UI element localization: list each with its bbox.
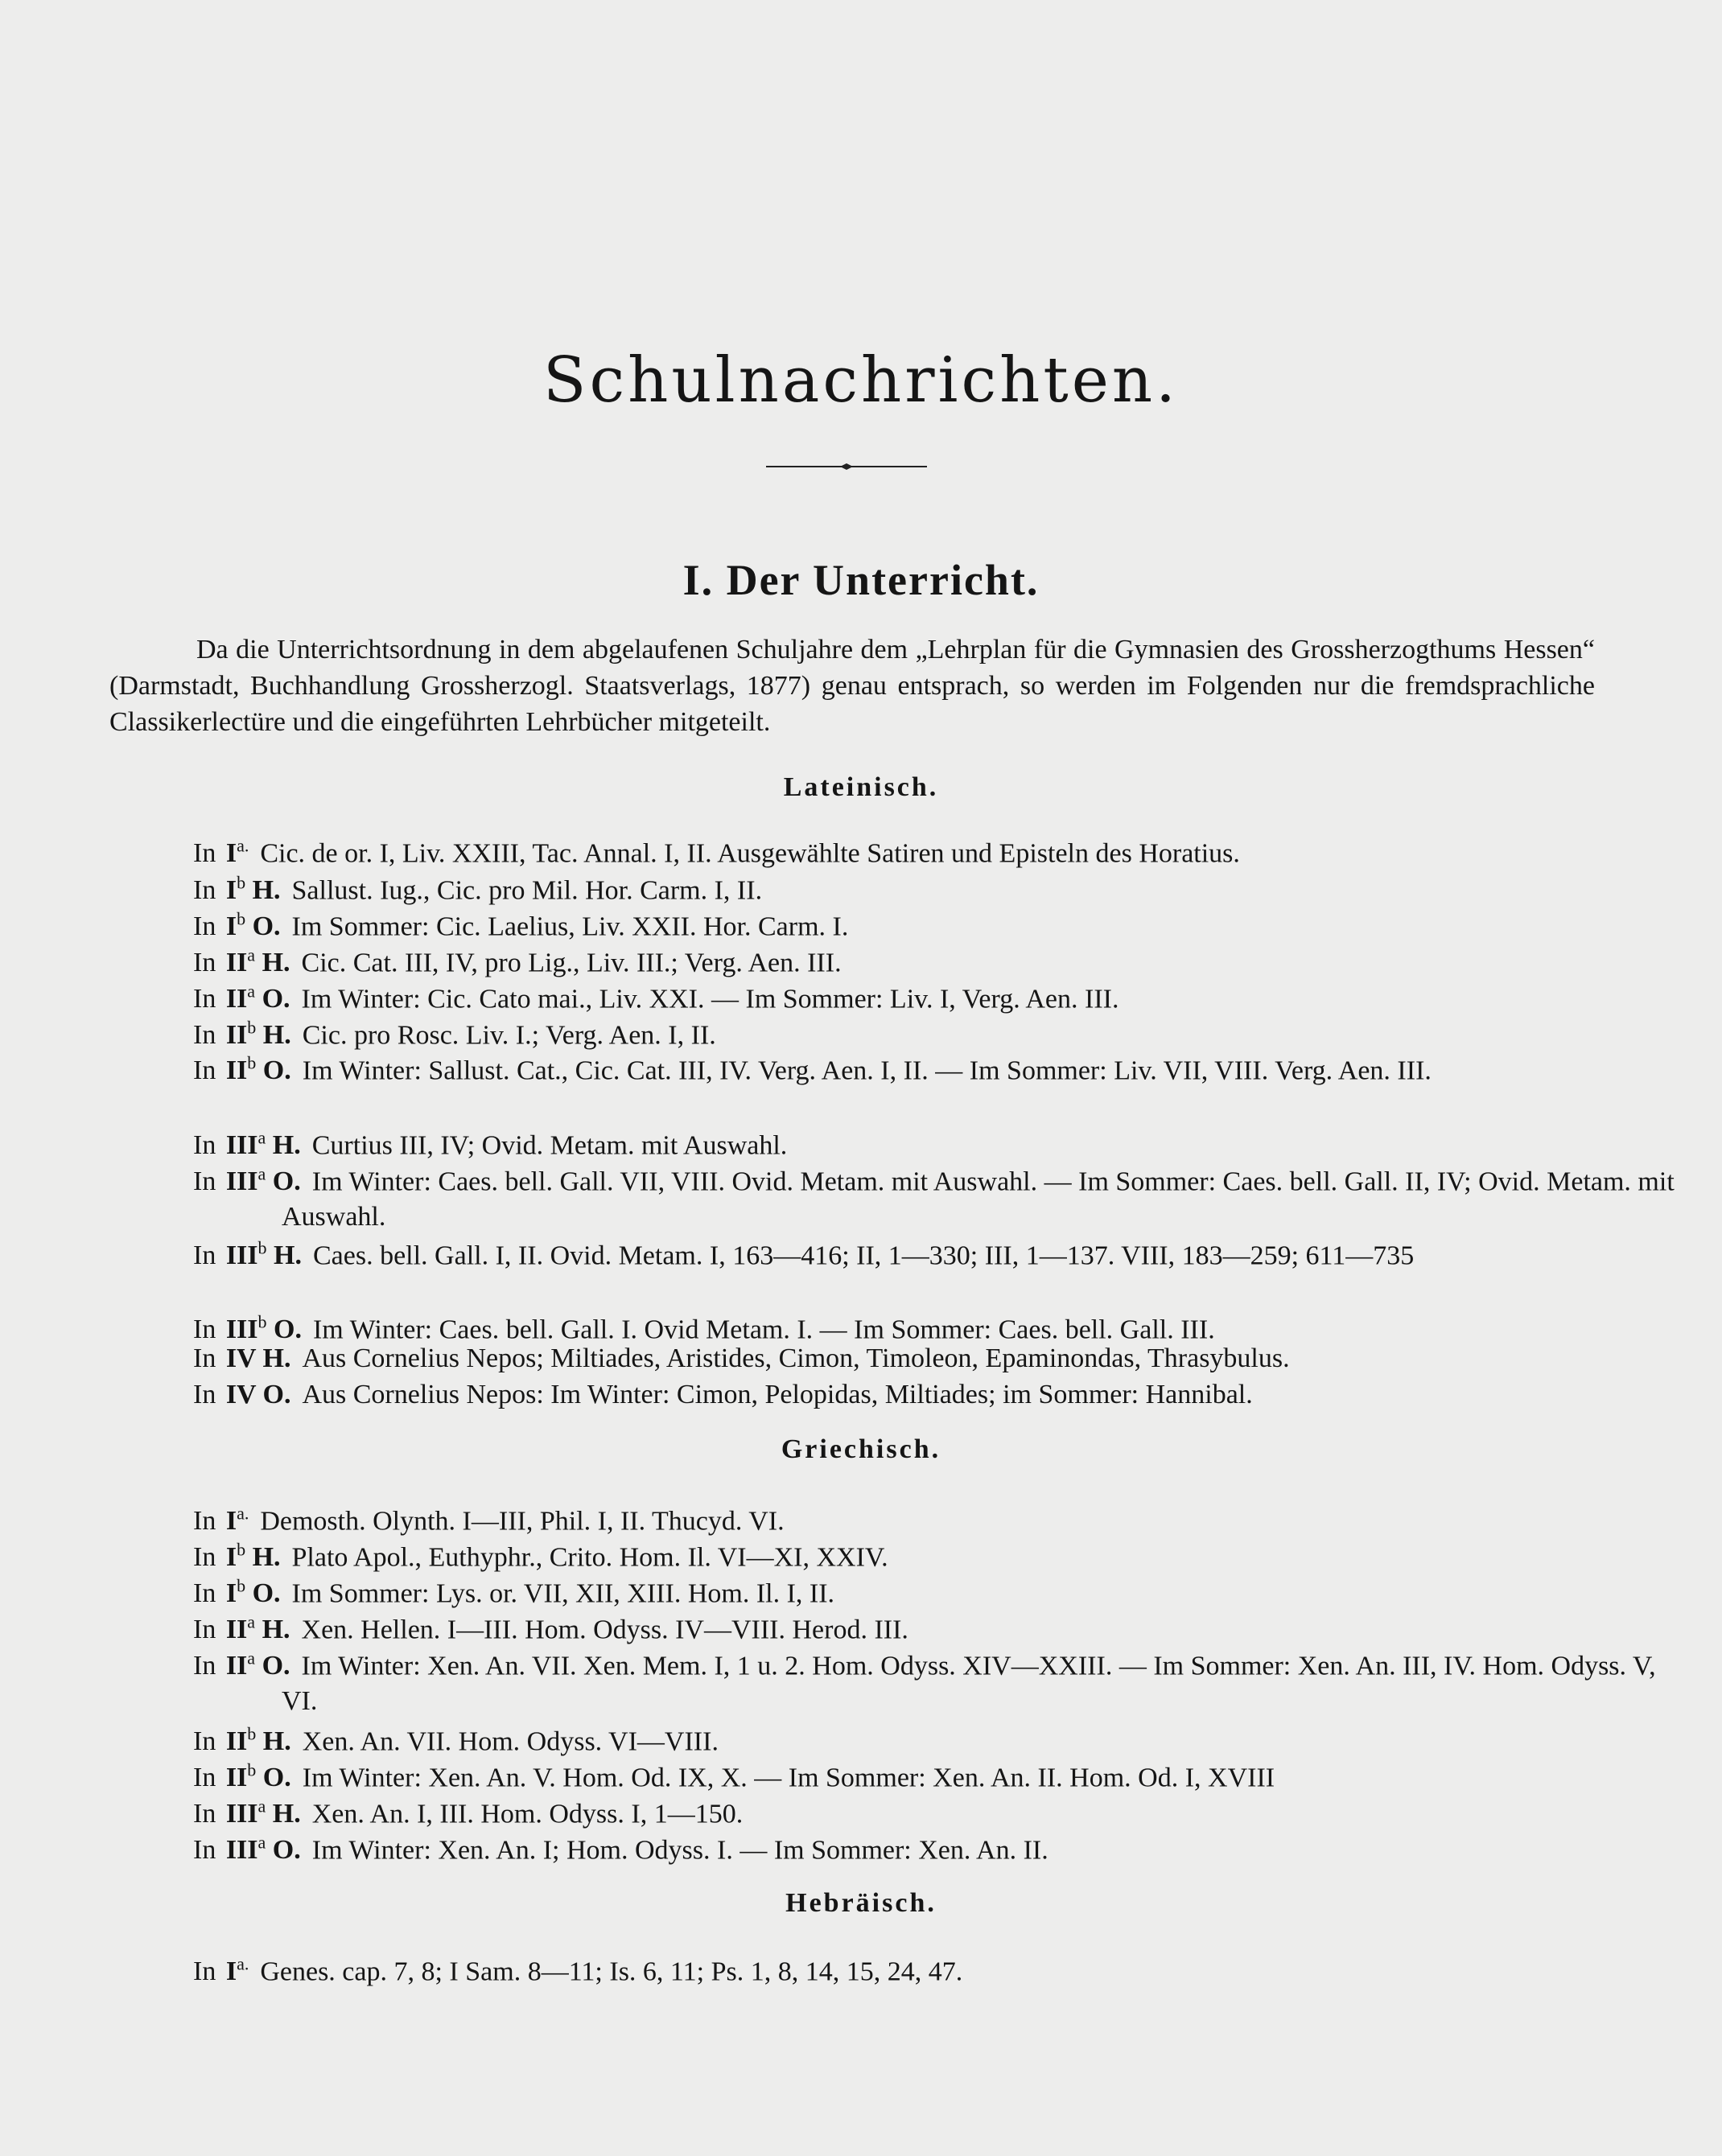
entry-class-sup: b [247,1053,257,1073]
latin-entry [193,1231,1682,1273]
entry-class: II [225,948,248,978]
entry-class-sup: b [257,1238,267,1258]
entry-class-suffix: O. [266,1166,301,1197]
entry-class: II [225,984,248,1014]
entry-in-word: In [193,1166,223,1197]
entry-class-sup: a [247,1648,256,1668]
entry-class-label [226,1578,281,1608]
entry-text: Xen. An. VII. Hom. Odyss. VI—VIII. [302,1726,719,1757]
entry-text: Cic. de or. I, Liv. XXIII, Tac. Annal. I, II. Ausgewählte Satiren und Episteln des Horatius. [260,838,1240,869]
entry-in-word: In [193,948,223,978]
entry-in-word: In [193,1130,223,1161]
entry-text: Xen. Hellen. I—III. Hom. Odyss. IV—VIII. Herod. III. [301,1615,908,1645]
entry-in-word: In [193,1241,223,1271]
entry-class: I [225,1956,237,1987]
entry-class-suffix: O. [255,984,290,1014]
hebrew-entry [193,1947,1682,1989]
entry-class-sup: a [247,981,256,1002]
entry-class: III [225,1130,258,1161]
entry-in-word: In [193,1651,223,1681]
entry-class-label [226,838,249,868]
entry-class-suffix: O. [256,1055,291,1086]
entry-in-word: In [193,1315,223,1345]
entry-in-word: In [193,1956,223,1987]
section-title: I. Der Unterricht. [682,556,1040,604]
entry-class-label [226,1542,281,1572]
entry-class-sup: a [257,1796,266,1817]
entry-in-word: In [193,1055,223,1086]
entry-class-label [225,1312,302,1345]
entry-class-label [225,1648,290,1681]
entry-text: Im Winter: Xen. An. V. Hom. Od. IX, X. — Im Sommer: Xen. An. II. Hom. Od. I, XVIII [302,1763,1275,1793]
page-title: Schulnachrichten. [543,344,1179,417]
entry-class-suffix: O. [256,1380,291,1409]
entry-class-suffix: O. [256,1763,291,1793]
entry-class-sup: a [257,1164,266,1184]
entry-class: I [225,1578,237,1609]
entry-class: II [225,1726,248,1757]
entry-in-word: In [193,1615,223,1645]
entry-in-word: In [193,1763,223,1793]
entry-in-word: In [193,1542,223,1573]
entry-text: Cic. pro Rosc. Liv. I.; Verg. Aen. I, II. [302,1020,716,1051]
entry-class-suffix: H. [245,1542,281,1573]
entry-class: III [225,1799,258,1829]
entry-class: I [225,911,237,942]
entry-text: Im Sommer: Cic. Laelius, Liv. XXII. Hor. Carm. I. [291,911,849,942]
divider-ornament [766,463,927,470]
entry-class-suffix: O. [245,1578,281,1609]
entry-class-label [225,1238,302,1271]
entry-class: II [225,1615,248,1645]
latin-entry [193,1157,1682,1235]
entry-class: IV [225,1343,256,1373]
entry-class-label [226,1835,301,1865]
entry-class-label [225,1612,290,1645]
entry-class: II [225,1763,248,1793]
latin-heading: Lateinisch. [783,772,939,802]
greek-heading: Griechisch. [781,1434,941,1464]
entry-in-word: In [193,838,223,869]
entry-in-word: In [193,1578,223,1609]
entry-text: Im Winter: Cic. Cato mai., Liv. XXI. — Im Sommer: Liv. I, Verg. Aen. III. [301,984,1119,1014]
entry-class-suffix: H. [266,1130,301,1161]
entry-text: Im Winter: Caes. bell. Gall. I. Ovid Metam. I. — Im Sommer: Caes. bell. Gall. III. [312,1315,1215,1345]
entry-class: I [225,838,237,869]
entry-class: III [225,1166,258,1197]
entry-class-label [225,945,290,978]
entry-class: I [225,1542,237,1573]
entry-text: Im Winter: Xen. An. I; Hom. Odyss. I. — Im Sommer: Xen. An. II. [311,1835,1048,1866]
entry-text: Cic. Cat. III, IV, pro Lig., Liv. III.; Verg. Aen. III. [301,948,842,978]
entry-class: II [225,1651,248,1681]
entry-class-suffix: H. [256,1020,291,1051]
entry-class-label [226,1726,291,1756]
entry-text: Plato Apol., Euthyphr., Crito. Hom. Il. VI—XI, XXIV. [291,1542,888,1573]
latin-entry [193,1377,1682,1413]
entry-class-label [226,911,281,941]
entry-text: Im Winter: Sallust. Cat., Cic. Cat. III, IV. Verg. Aen. I, II. — Im Sommer: Liv. VII, VIII. Verg. Aen. III. [302,1055,1432,1086]
entry-class-suffix: O. [266,1835,301,1866]
entry-in-word: In [193,1726,223,1757]
entry-class: II [225,1055,248,1086]
entry-class-suffix: H. [266,1241,302,1271]
entry-class-label [226,1343,291,1373]
entry-in-word: In [193,875,223,906]
entry-class-sup: b [257,1312,267,1332]
entry-in-word: In [193,1343,223,1373]
entry-class-suffix: H. [266,1799,301,1829]
entry-class-label [226,1506,249,1536]
entry-class-label [226,1956,249,1986]
entry-class-suffix: H. [256,1726,291,1757]
hebrew-heading: Hebräisch. [785,1888,937,1918]
entry-class-suffix: H. [255,1615,290,1645]
latin-entry [193,1341,1682,1376]
entry-class: I [225,1506,237,1537]
entry-class-suffix: H. [245,875,281,906]
entry-in-word: In [193,1835,223,1866]
entry-in-word: In [193,984,223,1014]
entry-text: Caes. bell. Gall. I, II. Ovid. Metam. I, 163—416; II, 1—330; III, 1—137. VIII, 183—259; 611—735 [312,1241,1415,1271]
intro-paragraph: Da die Unterrichtsordnung in dem abgelaufenen Schuljahre dem „Lehrplan für die Gymnasien des Grossherzogthums Hessen“ (Darmstadt, Buchhandlung Grossherzogl. Staatsverlags, 1877) genau entsprach, so werden im Folgenden nur die fremdsprachliche Classikerlectüre und die eingeführten Lehrbücher mitgeteilt. [109,635,1595,737]
entry-in-word: In [193,1799,223,1829]
entry-text: Xen. An. I, III. Hom. Odyss. I, 1—150. [311,1799,744,1829]
entry-class-label [225,1796,301,1829]
entry-in-word: In [193,1020,223,1051]
entry-class-sup: b [237,1576,246,1596]
entry-text: Sallust. Iug., Cic. pro Mil. Hor. Carm. I, II. [291,875,763,906]
entry-class-label [225,1760,291,1793]
greek-entry [193,1641,1682,1719]
entry-text: Im Winter: Xen. An. VII. Xen. Mem. I, 1 u. 2. Hom. Odyss. XIV—XXIII. — Im Sommer: Xen. An. III, IV. Hom. Odyss. V, VI. [282,1651,1656,1717]
entry-class-label [226,1166,301,1196]
entry-class-label [226,1380,291,1409]
entry-text: Demosth. Olynth. I—III, Phil. I, II. Thucyd. VI. [260,1506,785,1537]
entry-class-sup: b [247,1760,257,1780]
entry-class: II [225,1020,248,1051]
entry-in-word: In [193,1380,223,1409]
entry-class: III [225,1241,258,1271]
entry-text: Curtius III, IV; Ovid. Metam. mit Auswahl. [311,1130,788,1161]
entry-class-suffix: O. [255,1651,290,1681]
entry-class-sup: b [247,1724,257,1744]
greek-entry [193,1825,1682,1868]
entry-in-word: In [193,911,223,942]
entry-text: Genes. cap. 7, 8; I Sam. 8—11; Is. 6, 11; Ps. 1, 8, 14, 15, 24, 47. [260,1956,963,1987]
entry-class-label [226,1055,291,1085]
entry-class: III [225,1835,258,1866]
entry-class-label [226,875,281,905]
latin-entry [193,1046,1682,1088]
entry-class: IV [225,1380,256,1409]
entry-text: Im Sommer: Lys. or. VII, XII, XIII. Hom. Il. I, II. [291,1578,835,1609]
entry-class-sup: a. [237,1954,249,1974]
entry-class-suffix: H. [255,948,290,978]
entry-class-sup: a [247,1612,256,1632]
entry-class-suffix: O. [266,1315,302,1345]
entry-in-word: In [193,1506,223,1537]
entry-class-sup: a [257,1128,266,1148]
entry-class-sup: b [237,1540,246,1560]
entry-class-sup: a. [237,1504,249,1524]
entry-class-suffix: O. [245,911,281,942]
entry-text: Aus Cornelius Nepos: Im Winter: Cimon, Pelopidas, Miltiades; im Sommer: Hannibal. [302,1380,1253,1409]
entry-class-sup: a [257,1833,266,1853]
entry-class-sup: b [237,873,246,893]
entry-text: Aus Cornelius Nepos; Miltiades, Aristides, Cimon, Timoleon, Epaminondas, Thrasybulus. [302,1343,1290,1373]
entry-class-sup: a [247,945,256,965]
entry-class-sup: b [247,1018,257,1038]
entry-class-sup: a. [237,836,249,856]
entry-class-label [225,981,290,1014]
entry-class: III [225,1315,258,1345]
entry-class-label [226,1130,301,1160]
entry-class: I [225,875,237,906]
entry-text: Im Winter: Caes. bell. Gall. VII, VIII. Ovid. Metam. mit Auswahl. — Im Sommer: Caes. bell. Gall. II, IV; Ovid. Metam. mit Auswahl. [282,1166,1675,1232]
entry-class-sup: b [237,909,246,929]
entry-class-suffix: H. [256,1343,291,1373]
